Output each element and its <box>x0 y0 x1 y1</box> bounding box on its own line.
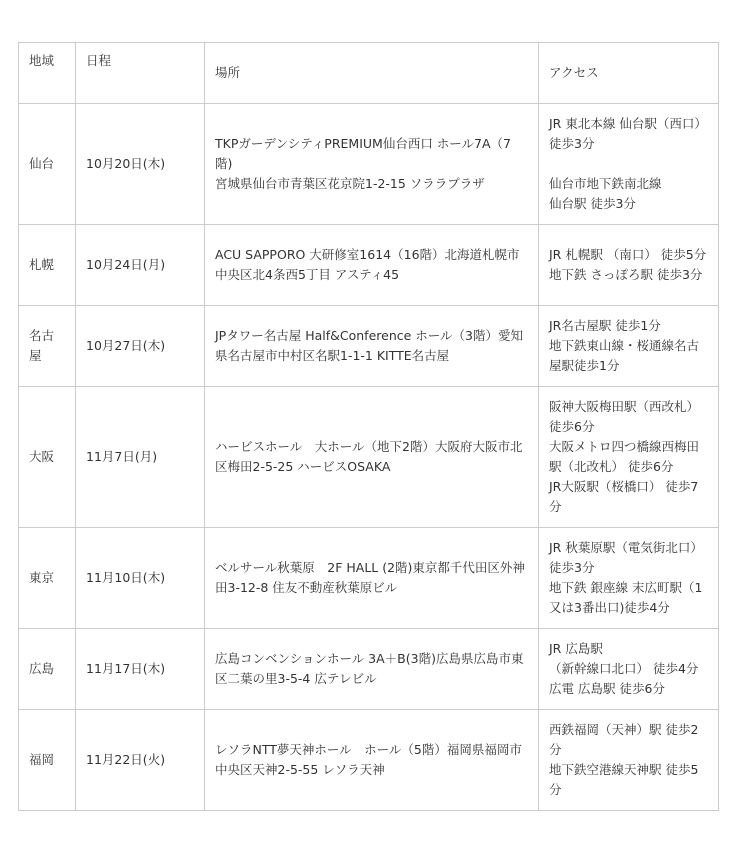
access-line: 阪神大阪梅田駅（西改札）徒歩6分 <box>549 399 700 434</box>
table-row <box>19 710 719 811</box>
table-header-row <box>19 43 719 104</box>
access-line: 地下鉄 さっぽろ駅 徒歩3分 <box>549 267 703 282</box>
access-line: 地下鉄東山線・桜通線名古屋駅徒歩1分 <box>549 338 700 373</box>
venue-cell <box>205 629 539 710</box>
date-cell: 11月7日(月) <box>76 387 205 528</box>
date-cell: 10月20日(木) <box>76 104 205 225</box>
table-row <box>19 387 719 528</box>
access-line: 仙台市地下鉄南北線 <box>549 176 662 191</box>
venue-cell <box>205 306 539 387</box>
venue-cell <box>205 710 539 811</box>
venue-line: 宮城県仙台市青葉区花京院1-2-15 ソララプラザ <box>215 176 485 191</box>
date-cell: 10月27日(木) <box>76 306 205 387</box>
region-cell: 仙台 <box>19 104 76 225</box>
access-line: （新幹線口北口） 徒歩4分 <box>549 661 699 676</box>
table-row <box>19 629 719 710</box>
venue-cell <box>205 528 539 629</box>
table-row <box>19 104 719 225</box>
venue-cell <box>205 225 539 306</box>
venue-line: ハービスホール 大ホール（地下2階）大阪府大阪市北区梅田2-5-25 ハービスOSAKA <box>215 439 523 474</box>
access-cell <box>539 306 719 387</box>
access-line: 地下鉄空港線天神駅 徒歩5分 <box>549 762 699 797</box>
access-line: JR名古屋駅 徒歩1分 <box>549 318 661 333</box>
access-line: JR 札幌駅 （南口） 徒歩5分 <box>549 247 707 262</box>
header-date: 日程 <box>76 43 205 104</box>
date-cell: 10月24日(月) <box>76 225 205 306</box>
access-cell <box>539 629 719 710</box>
access-line: JR 秋葉原駅（電気街北口）徒歩3分 <box>549 540 703 575</box>
region-cell: 札幌 <box>19 225 76 306</box>
access-line: 西鉄福岡（天神）駅 徒歩2分 <box>549 722 699 757</box>
access-line: JR 広島駅 <box>549 641 603 656</box>
region-cell: 広島 <box>19 629 76 710</box>
table-row <box>19 306 719 387</box>
access-spacer <box>549 154 708 174</box>
header-venue: 場所 <box>205 43 539 104</box>
access-cell <box>539 225 719 306</box>
access-cell <box>539 710 719 811</box>
access-line: 仙台駅 徒歩3分 <box>549 196 636 211</box>
event-schedule-table <box>18 42 719 811</box>
table-row <box>19 528 719 629</box>
region-cell: 名古屋 <box>19 306 76 387</box>
date-cell: 11月10日(木) <box>76 528 205 629</box>
venue-cell <box>205 104 539 225</box>
access-line: JR 東北本線 仙台駅（西口）徒歩3分 <box>549 116 707 151</box>
region-cell: 大阪 <box>19 387 76 528</box>
venue-line: ACU SAPPORO 大研修室1614（16階）北海道札幌市中央区北4条西5丁目 アスティ45 <box>215 247 520 282</box>
venue-cell <box>205 387 539 528</box>
access-line: 大阪メトロ四つ橋線西梅田駅（北改札） 徒歩6分 <box>549 439 700 474</box>
header-region: 地域 <box>19 43 76 104</box>
venue-line: ベルサール秋葉原 2F HALL (2階)東京都千代田区外神田3-12-8 住友不動産秋葉原ビル <box>215 560 525 595</box>
venue-line: レソラNTT夢天神ホール ホール（5階）福岡県福岡市中央区天神2-5-55 レソラ天神 <box>215 742 522 777</box>
access-cell <box>539 528 719 629</box>
access-cell <box>539 104 719 225</box>
table-row <box>19 225 719 306</box>
region-cell: 福岡 <box>19 710 76 811</box>
region-cell: 東京 <box>19 528 76 629</box>
venue-line: JPタワー名古屋 Half&Conference ホール（3階）愛知県名古屋市中村区名駅1-1-1 KITTE名古屋 <box>215 328 523 363</box>
venue-line: 広島コンベンションホール 3A＋B(3階)広島県広島市東区二葉の里3-5-4 広テレビル <box>215 651 524 686</box>
access-line: 地下鉄 銀座線 末広町駅（1又は3番出口)徒歩4分 <box>549 580 703 615</box>
access-cell <box>539 387 719 528</box>
venue-line: TKPガーデンシティPREMIUM仙台西口 ホール7A（7階) <box>215 136 512 171</box>
date-cell: 11月22日(火) <box>76 710 205 811</box>
date-cell: 11月17日(木) <box>76 629 205 710</box>
header-access: アクセス <box>539 43 719 104</box>
access-line: JR大阪駅（桜橋口） 徒歩7分 <box>549 479 699 514</box>
access-line: 広電 広島駅 徒歩6分 <box>549 681 665 696</box>
